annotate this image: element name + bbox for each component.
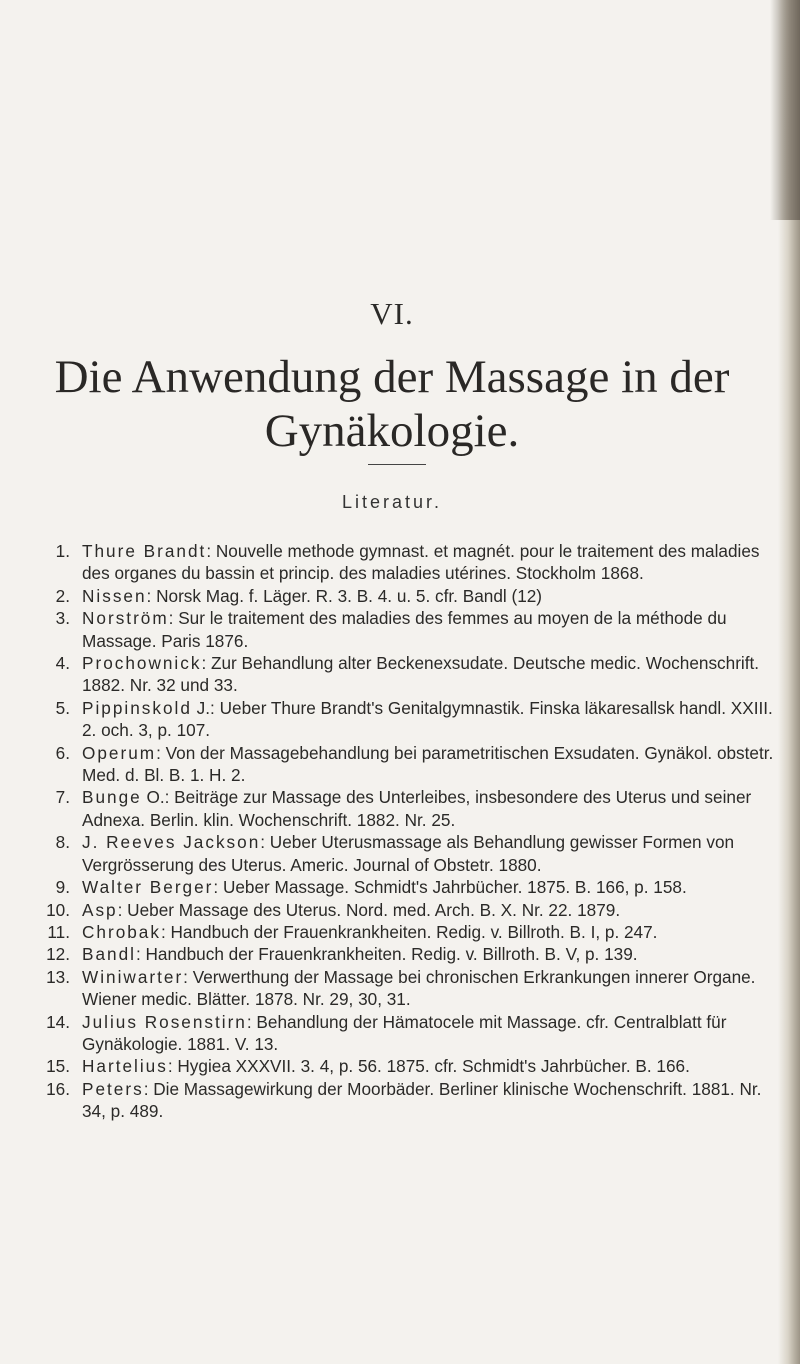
reference-number: 6. <box>55 742 70 763</box>
reference-item <box>36 1055 778 1077</box>
reference-author: Nissen <box>82 585 147 606</box>
reference-item <box>36 786 778 831</box>
reference-author: Operum <box>82 742 157 763</box>
reference-author: Hartelius <box>82 1056 168 1077</box>
reference-text: : Von der Massagebehandlung bei parametritischen Exsudaten. Gynäkol. obstetr. Med. d. Bl. B. 1. H. 2. <box>82 742 774 786</box>
chapter-number: VI. <box>370 296 414 331</box>
page-edge-dark <box>770 0 800 220</box>
reference-author: Asp <box>82 899 118 920</box>
reference-author: Julius Rosenstirn <box>82 1011 247 1032</box>
title-divider <box>368 464 426 465</box>
reference-author: Peters <box>82 1078 144 1099</box>
reference-author: Thure Brandt <box>82 541 207 561</box>
reference-text: : Verwerthung der Massage bei chronischen Erkrankungen innerer Organe. Wiener medic. Blätter. 1878. Nr. 29, 30, 31. <box>82 966 756 1010</box>
reference-text: : Handbuch der Frauenkrankheiten. Redig. v. Billroth. B. V, p. 139. <box>135 944 638 965</box>
reference-text: : Hygiea XXXVII. 3. 4, p. 56. 1875. cfr. Schmidt's Jahrbücher. B. 166. <box>167 1056 690 1077</box>
reference-text: J.: Ueber Thure Brandt's Genitalgymnastik. Finska läkaresallsk handl. XXIII. 2. och. 3, p. 107. <box>82 697 773 741</box>
chapter-title-line-2: Gynäkologie. <box>264 405 520 457</box>
reference-author: Bunge <box>82 787 142 808</box>
reference-number: 1. <box>55 541 70 561</box>
reference-number: 15. <box>46 1056 70 1077</box>
reference-item <box>36 742 778 787</box>
reference-item <box>36 697 778 742</box>
reference-text: : Handbuch der Frauenkrankheiten. Redig. v. Billroth. B. I, p. 247. <box>160 921 658 942</box>
reference-author: Pippinskold <box>82 697 192 718</box>
reference-number: 4. <box>55 653 70 674</box>
reference-item <box>36 1011 778 1056</box>
reference-number: 16. <box>46 1078 70 1099</box>
reference-item <box>36 585 778 607</box>
reference-number: 2. <box>55 585 70 606</box>
reference-number: 11. <box>47 921 70 942</box>
reference-number: 8. <box>55 832 70 853</box>
reference-text: : Ueber Massage. Schmidt's Jahrbücher. 1875. B. 166, p. 158. <box>213 877 687 898</box>
reference-number: 9. <box>55 877 70 898</box>
reference-text: : Behandlung der Hämatocele mit Massage. cfr. Centralblatt für Gynäkologie. 1881. V. 13. <box>82 1011 727 1054</box>
reference-author: Norström <box>82 608 169 629</box>
reference-item <box>36 831 778 876</box>
reference-number: 7. <box>55 787 70 808</box>
reference-text: : Nouvelle methode gymnast. et magnét. pour le traitement des maladies des organes du bassin et princip. des maladies utérines. Stockholm 1868. <box>82 541 760 584</box>
reference-number: 5. <box>55 697 70 718</box>
chapter-title <box>0 350 784 458</box>
reference-text: : Sur le traitement des maladies des femmes au moyen de la méthode du Massage. Paris 1876. <box>82 608 727 651</box>
reference-item <box>36 652 778 697</box>
reference-item <box>36 876 778 898</box>
reference-number: 12. <box>46 944 70 965</box>
reference-author: Walter Berger <box>82 877 214 898</box>
reference-text: : Die Massagewirkung der Moorbäder. Berliner klinische Wochenschrift. 1881. Nr. 34, p. 489. <box>82 1078 762 1122</box>
reference-author: Winiwarter <box>82 966 184 987</box>
reference-item <box>36 966 778 1011</box>
reference-author: J. Reeves Jackson <box>82 832 261 853</box>
reference-author: Bandl <box>82 944 136 965</box>
reference-author: Chrobak <box>82 921 161 942</box>
reference-text: : Norsk Mag. f. Läger. R. 3. B. 4. u. 5. cfr. Bandl (12) <box>146 585 543 606</box>
reference-item <box>36 943 778 965</box>
reference-text: : Ueber Massage des Uterus. Nord. med. Arch. B. X. Nr. 22. 1879. <box>117 899 621 920</box>
reference-item <box>36 1078 778 1123</box>
reference-item <box>36 899 778 921</box>
reference-number: 14. <box>46 1011 70 1032</box>
reference-author: Prochownick <box>82 653 202 674</box>
reference-number: 13. <box>46 966 70 987</box>
reference-item <box>36 540 778 585</box>
reference-text: : Ueber Uterusmassage als Behandlung gewisser Formen von Vergrösserung des Uterus. Americ. Journal of Obstetr. 1880. <box>82 832 735 875</box>
chapter-title-line-1: Die Anwendung der Massage in der <box>54 351 730 403</box>
reference-text: O.: Beiträge zur Massage des Unterleibes, insbesondere des Uterus und seiner Adnexa. Berlin. klin. Wochenschrift. 1882. Nr. 25. <box>82 787 752 830</box>
reference-list <box>36 540 778 1123</box>
reference-item <box>36 607 778 652</box>
reference-number: 3. <box>55 608 70 629</box>
section-heading: Literatur. <box>341 492 443 512</box>
reference-number: 10. <box>46 899 70 920</box>
reference-text: : Zur Behandlung alter Beckenexsudate. Deutsche medic. Wochenschrift. 1882. Nr. 32 und 33. <box>82 653 760 696</box>
reference-item <box>36 921 778 943</box>
